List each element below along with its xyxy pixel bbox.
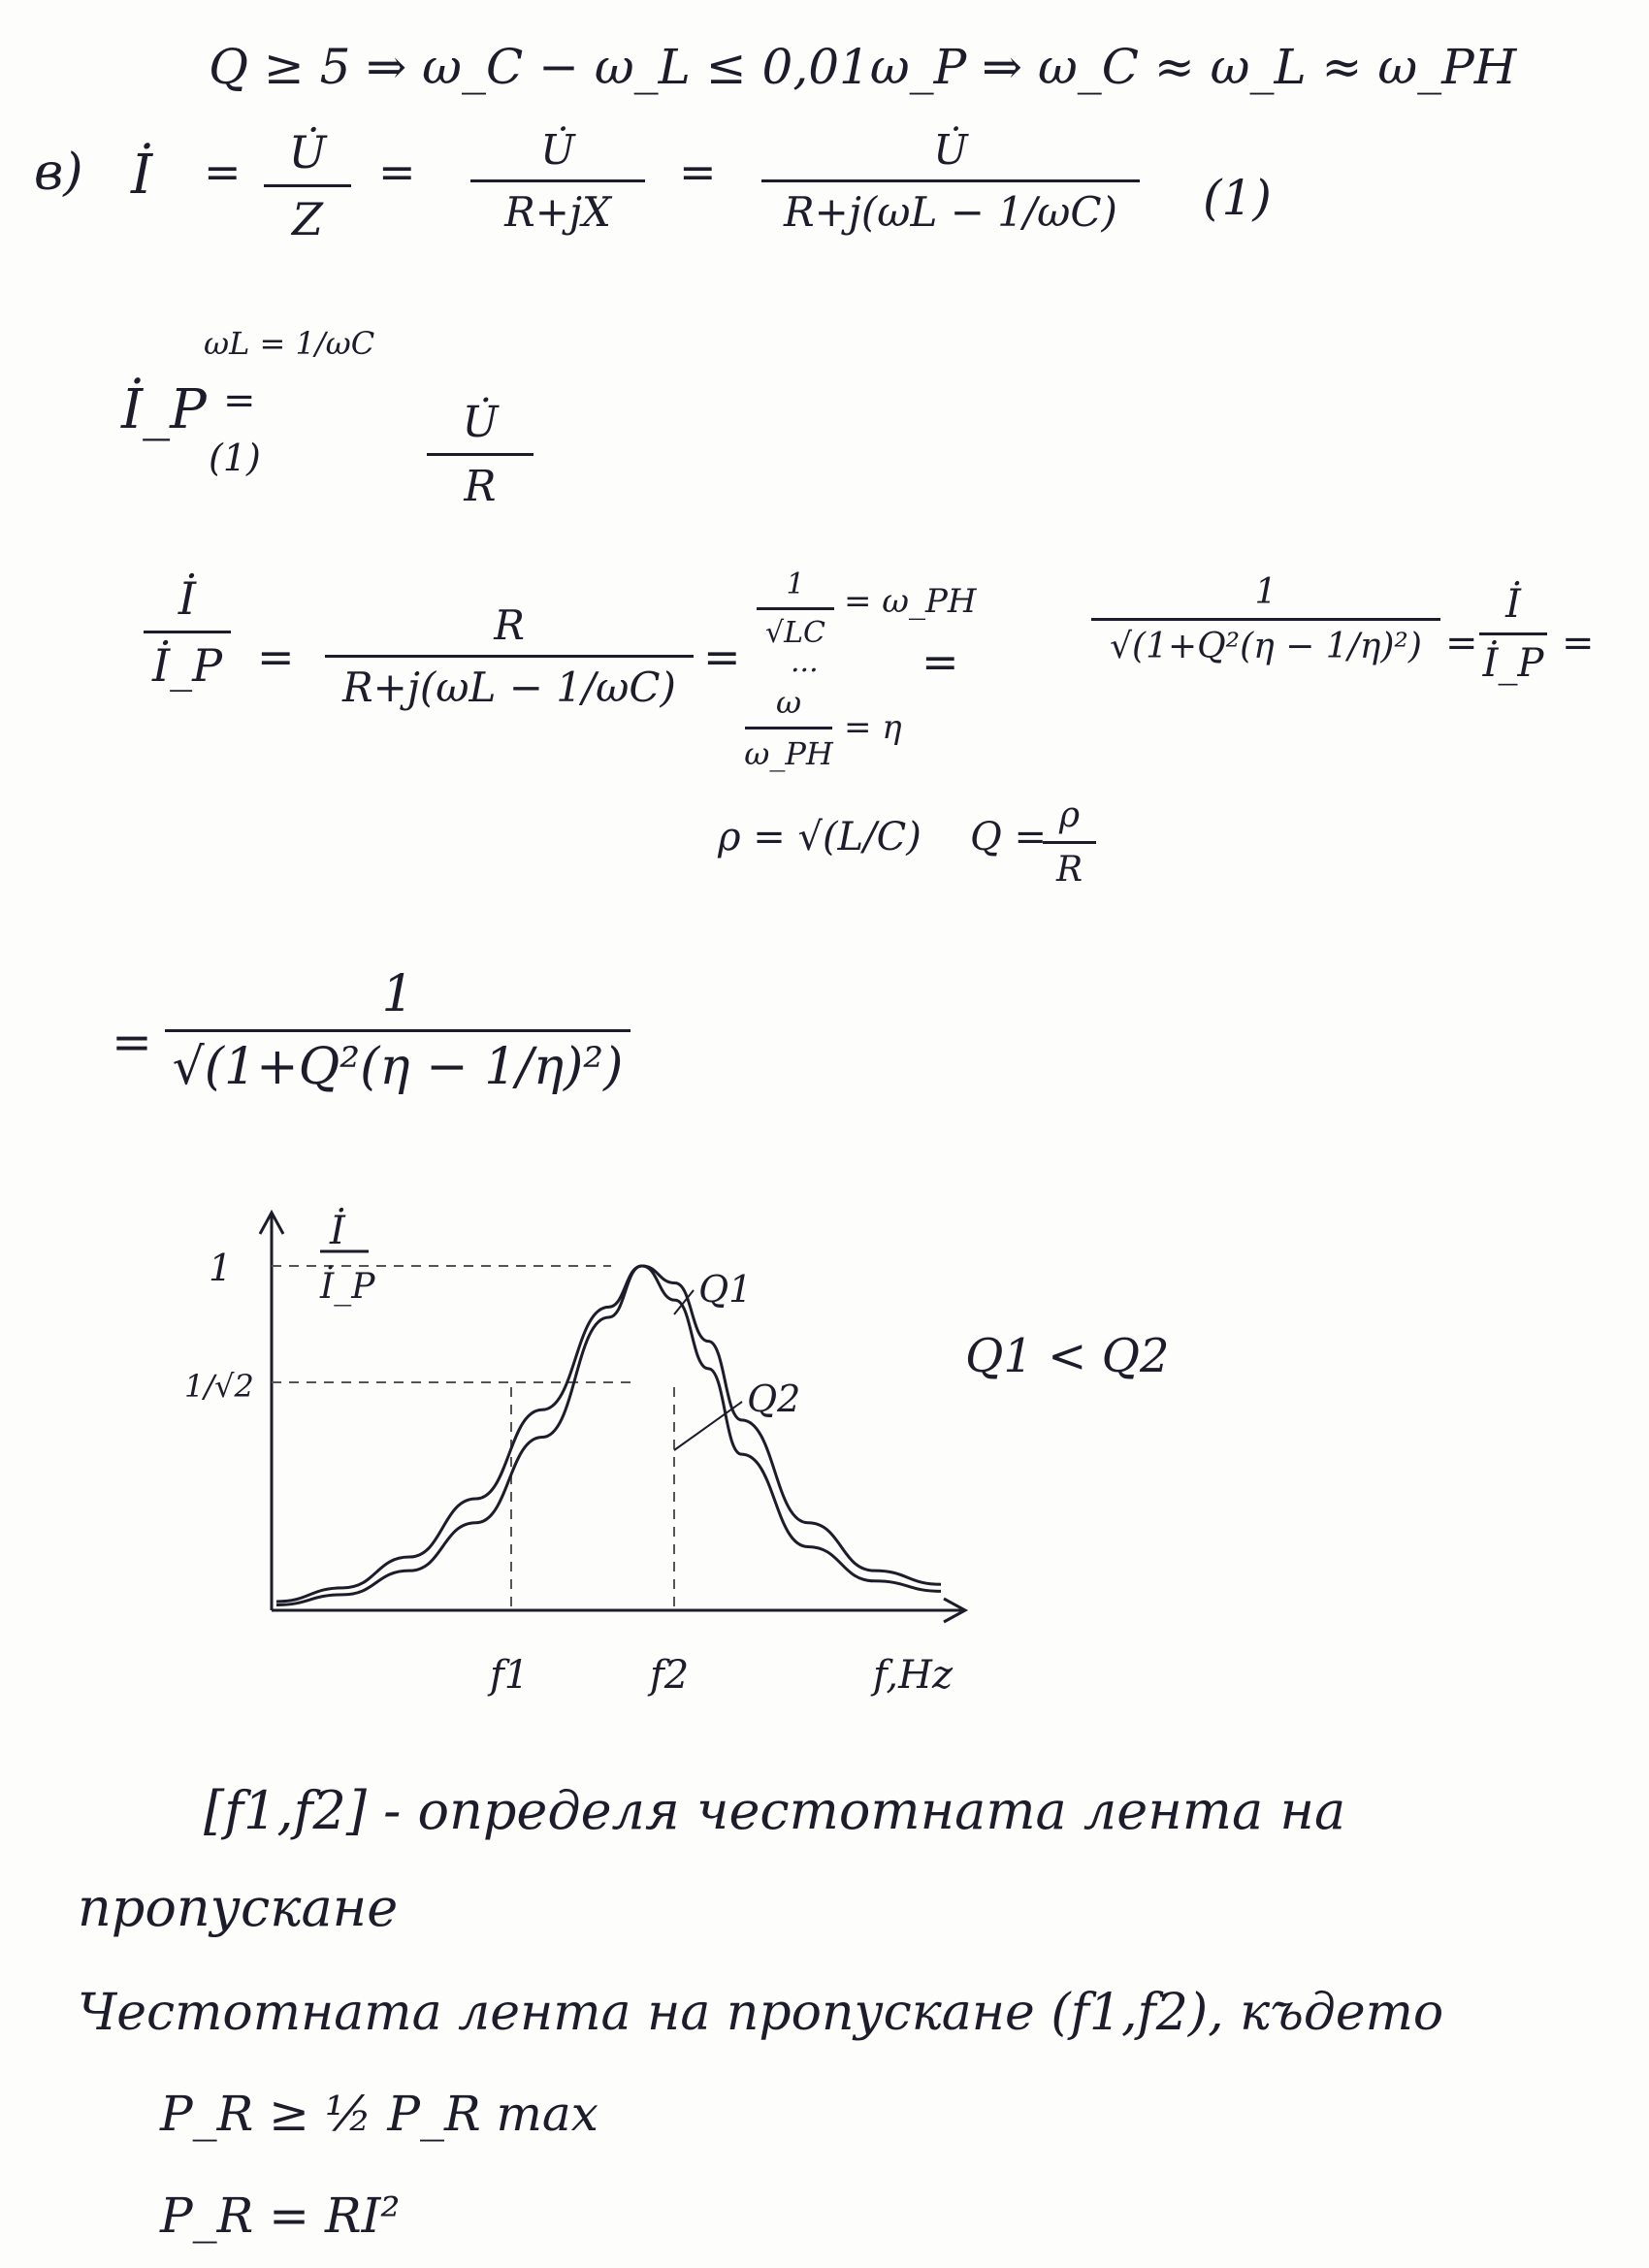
part-label: в) — [34, 144, 83, 202]
equals-sign: = — [922, 635, 959, 688]
final-expression: 1 √(1+Q²(η − 1/η)²) — [165, 965, 630, 1096]
equals-sign: = — [223, 378, 256, 423]
y-tick-1: 1 — [209, 1247, 233, 1289]
substitution-dots: ... — [791, 645, 819, 679]
equation-tag: (1) — [1203, 170, 1272, 226]
x-axis-label: f,Hz — [873, 1653, 954, 1698]
q2-label: Q2 — [747, 1377, 801, 1420]
equals-sign: = — [703, 631, 741, 683]
text-line-1: [f1,f2] - определя честотната лента на — [204, 1780, 1346, 1841]
q1-label: Q1 — [698, 1268, 753, 1311]
current-symbol: İ — [131, 144, 153, 207]
resonance-condition: ωL = 1/ωC — [204, 325, 375, 362]
curve-q2 — [276, 1266, 941, 1604]
equals-sign: = — [1562, 621, 1595, 665]
fraction-u-over-r: U̇ R — [427, 398, 534, 511]
equals-sign: = — [378, 146, 416, 198]
text-line-2: пропускане — [78, 1877, 399, 1938]
ratio-result: 1 √(1+Q²(η − 1/η)²) — [1091, 572, 1440, 666]
rho-definition: ρ = √(L/C) — [718, 815, 922, 859]
fraction-u-over-z: U̇ Z — [264, 126, 351, 245]
power-formula: P_R = RI² — [160, 2187, 401, 2244]
resonance-curve-chart — [146, 1203, 1018, 1707]
q-definition-lhs: Q = — [970, 815, 1048, 859]
q-definition-fraction: ρ R — [1043, 795, 1096, 890]
text-line-3: Честотната лента на пропускане (f1,f2), където — [78, 1984, 1444, 2042]
fraction-u-over-impedance: U̇ R+j(ωL − 1/ωC) — [761, 126, 1140, 236]
equals-sign: = — [204, 146, 242, 198]
y-axis-label-den: İ_P — [320, 1267, 375, 1307]
substitution-eta: ω ω_PH — [744, 684, 833, 772]
x-tick-f2: f2 — [650, 1653, 690, 1698]
y-tick-inv-sqrt2: 1/√2 — [184, 1368, 254, 1405]
condition-line: Q ≥ 5 ⇒ ω_C − ω_L ≤ 0,01ω_P ⇒ ω_C ≈ ω_L ≈ ω_PH — [209, 39, 1517, 95]
y-axis-label-num: İ — [330, 1209, 345, 1253]
x-tick-f1: f1 — [490, 1653, 530, 1698]
equals-sign: = — [1445, 621, 1478, 665]
ratio-rhs: R R+j(ωL − 1/ωC) — [325, 601, 694, 711]
equals-sign: = — [112, 1014, 152, 1070]
power-condition: P_R ≥ ½ P_R max — [160, 2086, 598, 2142]
ratio-result-rhs: İ İ_P — [1479, 582, 1547, 686]
substitution-omega-ph-rhs: = ω_PH — [844, 582, 977, 621]
fraction-u-over-r-jx: U̇ R+jX — [470, 126, 645, 236]
resonance-current: İ_P — [121, 378, 207, 441]
substitution-omega-ph: 1 √LC — [757, 567, 834, 650]
equals-sign: = — [257, 631, 295, 683]
ratio-lhs: İ İ_P — [144, 572, 231, 692]
substitution-eta-rhs: = η — [844, 708, 902, 747]
equals-sign: = — [679, 146, 717, 198]
q-comparison: Q1 < Q2 — [965, 1329, 1170, 1383]
via-equation-ref: (1) — [209, 437, 261, 479]
